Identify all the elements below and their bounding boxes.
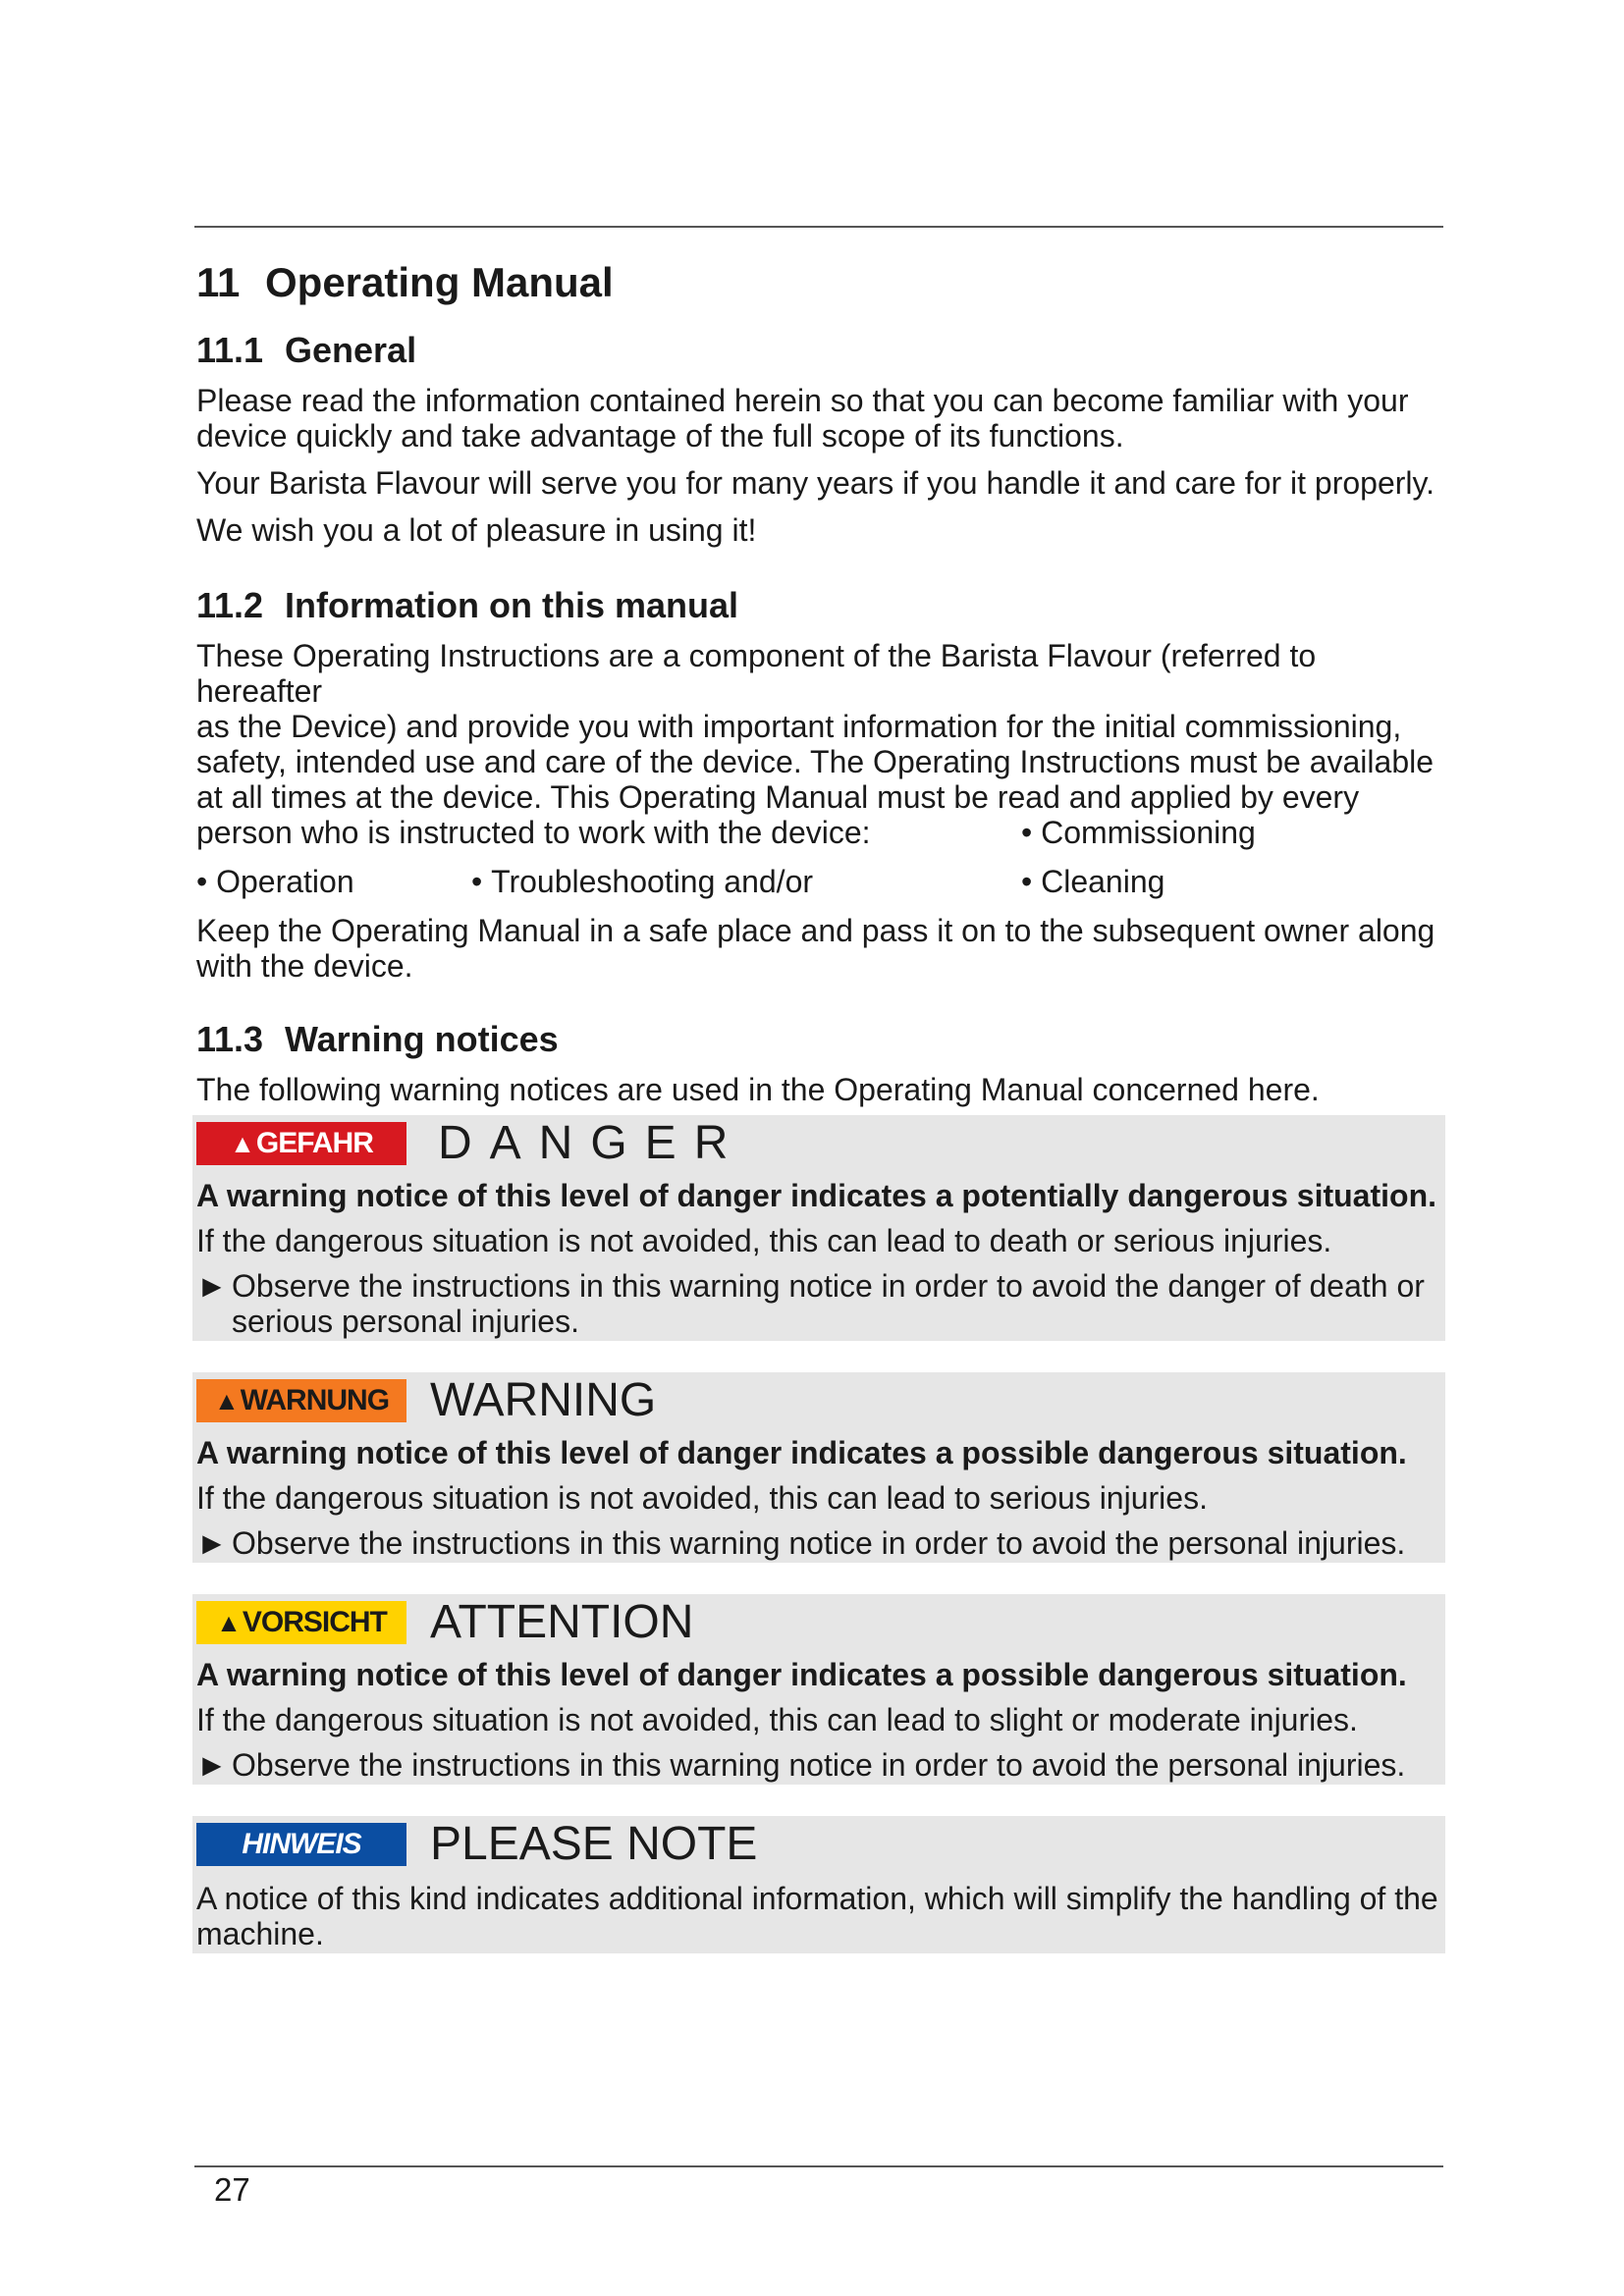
warning-label-text: WARNUNG <box>240 1384 390 1416</box>
attention-headline: A warning notice of this level of danger indicates a possible dangerous situation. <box>196 1657 1407 1692</box>
section-heading-manual-info <box>196 581 1445 630</box>
section-heading-general <box>196 326 1445 375</box>
note-label-text: HINWEIS <box>242 1828 361 1860</box>
manual-info-line-4: at all times at the device. This Operating Manual must be read and applied by every <box>196 779 1360 815</box>
warning-notice-box <box>192 1372 1445 1563</box>
bullet-row <box>196 864 1445 899</box>
bullet-text: Cleaning <box>1041 864 1165 899</box>
section-title: Warning notices <box>285 1019 559 1059</box>
note-notice-header <box>196 1816 1445 1873</box>
manual-info-line-2: as the Device) and provide you with important information for the initial commissioning, <box>196 709 1402 744</box>
chapter-number: 11 <box>196 259 241 305</box>
arrow-right-icon: ► <box>196 1525 228 1561</box>
warning-headline: A warning notice of this level of danger indicates a possible dangerous situation. <box>196 1435 1407 1470</box>
danger-notice-box <box>192 1115 1445 1341</box>
section-number: 11.2 <box>196 585 264 625</box>
bullet-text: Operation <box>216 864 354 899</box>
danger-label-badge <box>196 1122 406 1165</box>
section-title: Information on this manual <box>285 585 739 625</box>
page-content <box>196 253 1445 1953</box>
manual-info-closing: Keep the Operating Manual in a safe place and pass it on to the subsequent owner along with the device. <box>196 913 1435 984</box>
bullet-item: • Commissioning <box>1021 815 1256 850</box>
bullet-text: Troubleshooting and/or <box>491 864 814 899</box>
section-number: 11.3 <box>196 1019 264 1059</box>
warning-notice-header <box>196 1372 1445 1429</box>
danger-notice-header <box>196 1115 1445 1172</box>
attention-label-text: VORSICHT <box>242 1606 387 1638</box>
section-number: 11.1 <box>196 330 264 370</box>
warnings-intro: The following warning notices are used in the Operating Manual concerned here. <box>196 1072 1320 1107</box>
attention-notice-box <box>192 1594 1445 1785</box>
warning-text: If the dangerous situation is not avoided, this can lead to serious injuries. <box>196 1480 1208 1516</box>
page-number: 27 <box>214 2171 250 2208</box>
warning-triangle-icon: ▲ <box>230 1128 254 1158</box>
arrow-right-icon: ► <box>196 1268 228 1304</box>
danger-text: If the dangerous situation is not avoided, this can lead to death or serious injuries. <box>196 1223 1332 1258</box>
section-heading-warnings <box>196 1015 1445 1064</box>
chapter-heading <box>196 253 1445 312</box>
bullet-item: • Cleaning <box>1021 864 1165 899</box>
note-title: PLEASE NOTE <box>430 1818 758 1870</box>
warning-instruction-text: Observe the instructions in this warning notice in order to avoid the personal injuries. <box>232 1525 1406 1561</box>
attention-notice-header <box>196 1594 1445 1651</box>
warning-title: WARNING <box>430 1374 657 1426</box>
manual-info-last-line: person who is instructed to work with the device: <box>196 815 871 850</box>
danger-title: DANGER <box>438 1117 746 1169</box>
general-paragraph-3: We wish you a lot of pleasure in using it! <box>196 512 757 548</box>
danger-instruction <box>196 1268 1445 1339</box>
general-paragraph-1: Please read the information contained herein so that you can become familiar with your device quickly and take advantage of the full scope of its functions. <box>196 383 1409 454</box>
bullet-item: • Operation <box>196 864 354 899</box>
attention-title: ATTENTION <box>430 1596 694 1648</box>
warning-instruction <box>196 1525 1445 1561</box>
bullet-text: Commissioning <box>1041 815 1256 850</box>
warning-triangle-icon: ▲ <box>216 1607 241 1637</box>
footer-rule <box>194 2165 1443 2167</box>
arrow-right-icon: ► <box>196 1747 228 1783</box>
attention-instruction-text: Observe the instructions in this warning notice in order to avoid the personal injuries. <box>232 1747 1406 1783</box>
attention-label-badge <box>196 1601 406 1644</box>
warning-triangle-icon: ▲ <box>213 1385 239 1415</box>
danger-label-text: GEFAHR <box>255 1127 373 1159</box>
note-notice-box <box>192 1816 1445 1953</box>
section-title: General <box>285 330 417 370</box>
manual-info-last-line-row <box>196 815 1445 850</box>
danger-headline: A warning notice of this level of danger indicates a potentially dangerous situation. <box>196 1178 1436 1213</box>
header-rule <box>194 226 1443 228</box>
danger-instruction-text: Observe the instructions in this warning notice in order to avoid the danger of death or serious personal injuries. <box>232 1268 1425 1339</box>
attention-text: If the dangerous situation is not avoided, this can lead to slight or moderate injuries. <box>196 1702 1358 1737</box>
general-paragraph-2: Your Barista Flavour will serve you for many years if you handle it and care for it properly. <box>196 465 1435 501</box>
note-text: A notice of this kind indicates additional information, which will simplify the handling of the machine. <box>196 1881 1438 1951</box>
manual-info-line-3: safety, intended use and care of the device. The Operating Instructions must be available <box>196 744 1435 779</box>
attention-instruction <box>196 1747 1445 1783</box>
manual-info-line-1: These Operating Instructions are a component of the Barista Flavour (referred to hereafter <box>196 638 1317 709</box>
chapter-title: Operating Manual <box>265 259 614 305</box>
note-label-badge <box>196 1823 406 1866</box>
bullet-item: • Troubleshooting and/or <box>471 864 814 899</box>
warning-label-badge <box>196 1379 406 1422</box>
